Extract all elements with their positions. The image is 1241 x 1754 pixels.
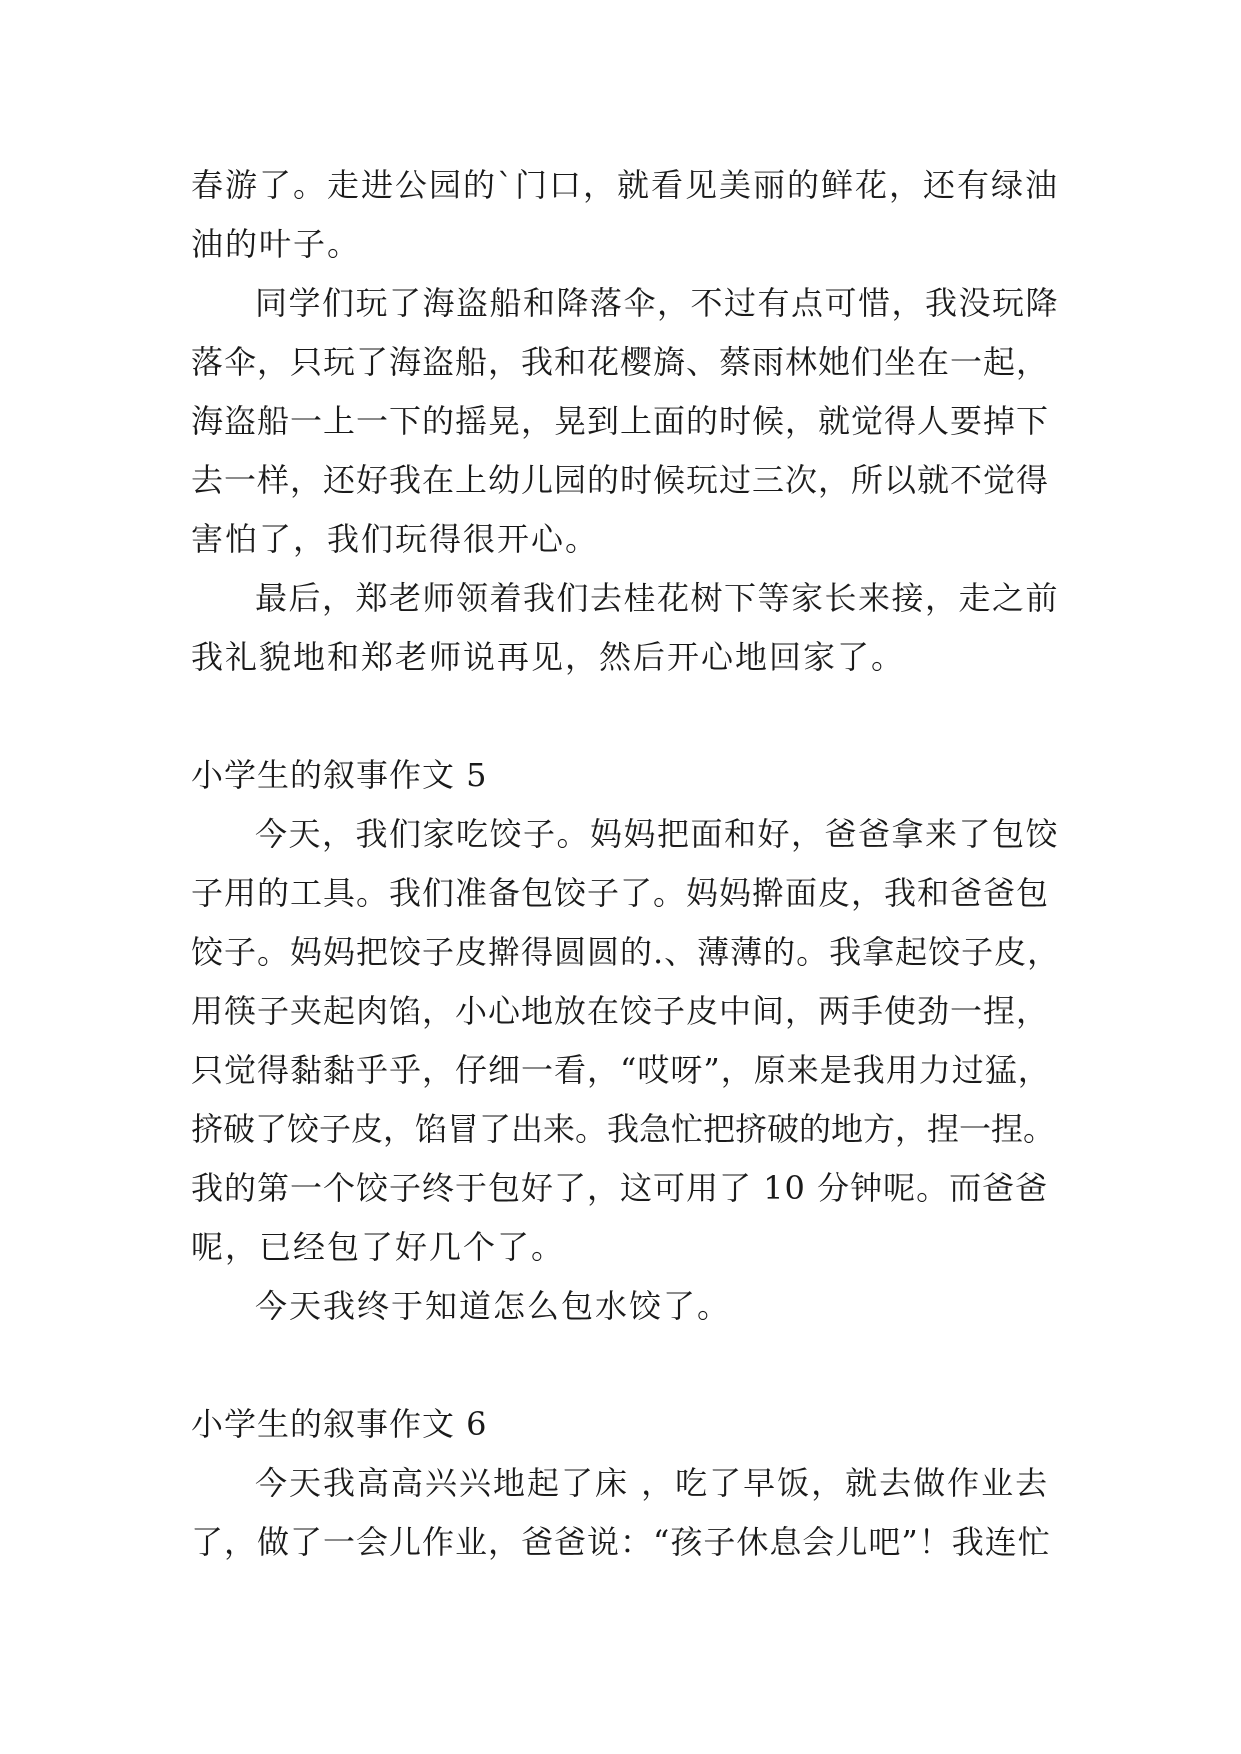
text-line: 只觉得黏黏乎乎，仔细一看，“哎呀”，原来是我用力过猛， <box>191 1051 1051 1089</box>
text-line: 呢，已经包了好几个了。 <box>191 1228 566 1266</box>
section-heading: 小学生的叙事作文 6 <box>191 1405 488 1443</box>
text-line: 我礼貌地和郑老师说再见，然后开心地回家了。 <box>191 638 906 676</box>
text-line: 我的第一个饺子终于包好了，这可用了 10 分钟呢。而爸爸 <box>191 1169 1049 1207</box>
text-line: 用筷子夹起肉馅，小心地放在饺子皮中间，两手使劲一捏， <box>191 992 1050 1030</box>
text-line: 春游了。走进公园的`门口，就看见美丽的鲜花，还有绿油 <box>191 166 1060 204</box>
paragraph-first-line: 今天我终于知道怎么包水饺了。 <box>255 1287 732 1325</box>
paragraph-first-line: 最后，郑老师领着我们去桂花树下等家长来接，走之前 <box>255 579 1060 617</box>
text-line: 害怕了，我们玩得很开心。 <box>191 520 600 558</box>
text-line: 子用的工具。我们准备包饺子了。妈妈擀面皮，我和爸爸包 <box>191 874 1050 912</box>
text-line: 去一样，还好我在上幼儿园的时候玩过三次，所以就不觉得 <box>191 461 1050 499</box>
text-line: 饺子。妈妈把饺子皮擀得圆圆的.、薄薄的。我拿起饺子皮， <box>191 933 1061 971</box>
text-line: 落伞，只玩了海盗船，我和花樱旖、蔡雨林她们坐在一起， <box>191 343 1050 381</box>
paragraph-first-line: 今天，我们家吃饺子。妈妈把面和好，爸爸拿来了包饺 <box>255 815 1060 853</box>
text-line: 海盗船一上一下的摇晃，晃到上面的时候，就觉得人要掉下 <box>191 402 1050 440</box>
paragraph-first-line: 同学们玩了海盗船和降落伞，不过有点可惜，我没玩降 <box>255 284 1060 322</box>
paragraph-first-line: 今天我高高兴兴地起了床 ，吃了早饭，就去做作业去 <box>255 1464 1050 1502</box>
section-heading: 小学生的叙事作文 5 <box>191 756 488 794</box>
text-line: 油的叶子。 <box>191 225 362 263</box>
text-line: 了，做了一会儿作业，爸爸说：“孩子休息会儿吧”！我连忙 <box>191 1523 1051 1561</box>
text-line: 挤破了饺子皮，馅冒了出来。我急忙把挤破的地方，捏一捏。 <box>191 1110 1056 1148</box>
